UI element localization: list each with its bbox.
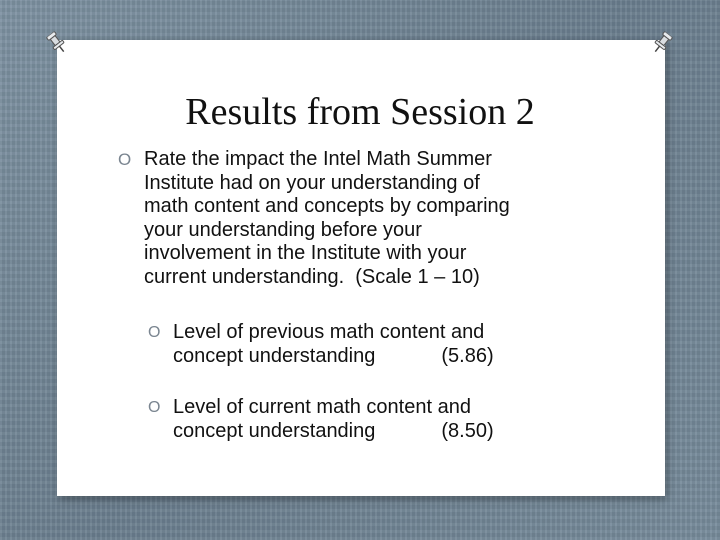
sub-bullet-label: concept understanding: [173, 344, 376, 367]
slide-title: Results from Session 2: [185, 91, 535, 133]
main-bullet-list: [118, 148, 618, 289]
bullet-marker-icon: O: [148, 324, 161, 341]
main-bullet: [118, 148, 618, 289]
sub-bullet-current: [148, 396, 608, 443]
score-value: (8.50): [441, 419, 494, 442]
sub-bullet-list: [148, 396, 608, 443]
main-bullet-line: Institute had on your understanding of: [144, 171, 480, 194]
main-bullet-line: your understanding before your: [144, 218, 422, 241]
sub-bullet-label: concept understanding: [173, 419, 376, 442]
sub-bullet-line: Level of current math content and: [173, 396, 471, 418]
sub-bullet-list: [148, 321, 608, 368]
main-bullet-line: Rate the impact the Intel Math Summer: [144, 148, 492, 170]
main-bullet-line: math content and concepts by comparing: [144, 195, 510, 217]
sub-bullet-line: Level of previous math content and: [173, 321, 485, 343]
bullet-marker-icon: O: [118, 150, 132, 169]
bullet-marker-icon: O: [148, 399, 161, 416]
main-bullet-line: current understanding. (Scale 1 – 10): [144, 265, 480, 288]
main-bullet-line: involvement in the Institute with your: [144, 242, 467, 264]
sub-bullet-previous: [148, 321, 608, 368]
score-value: (5.86): [441, 344, 494, 367]
sub-bullet-line: [173, 345, 608, 369]
sub-bullet-line: [173, 420, 608, 444]
